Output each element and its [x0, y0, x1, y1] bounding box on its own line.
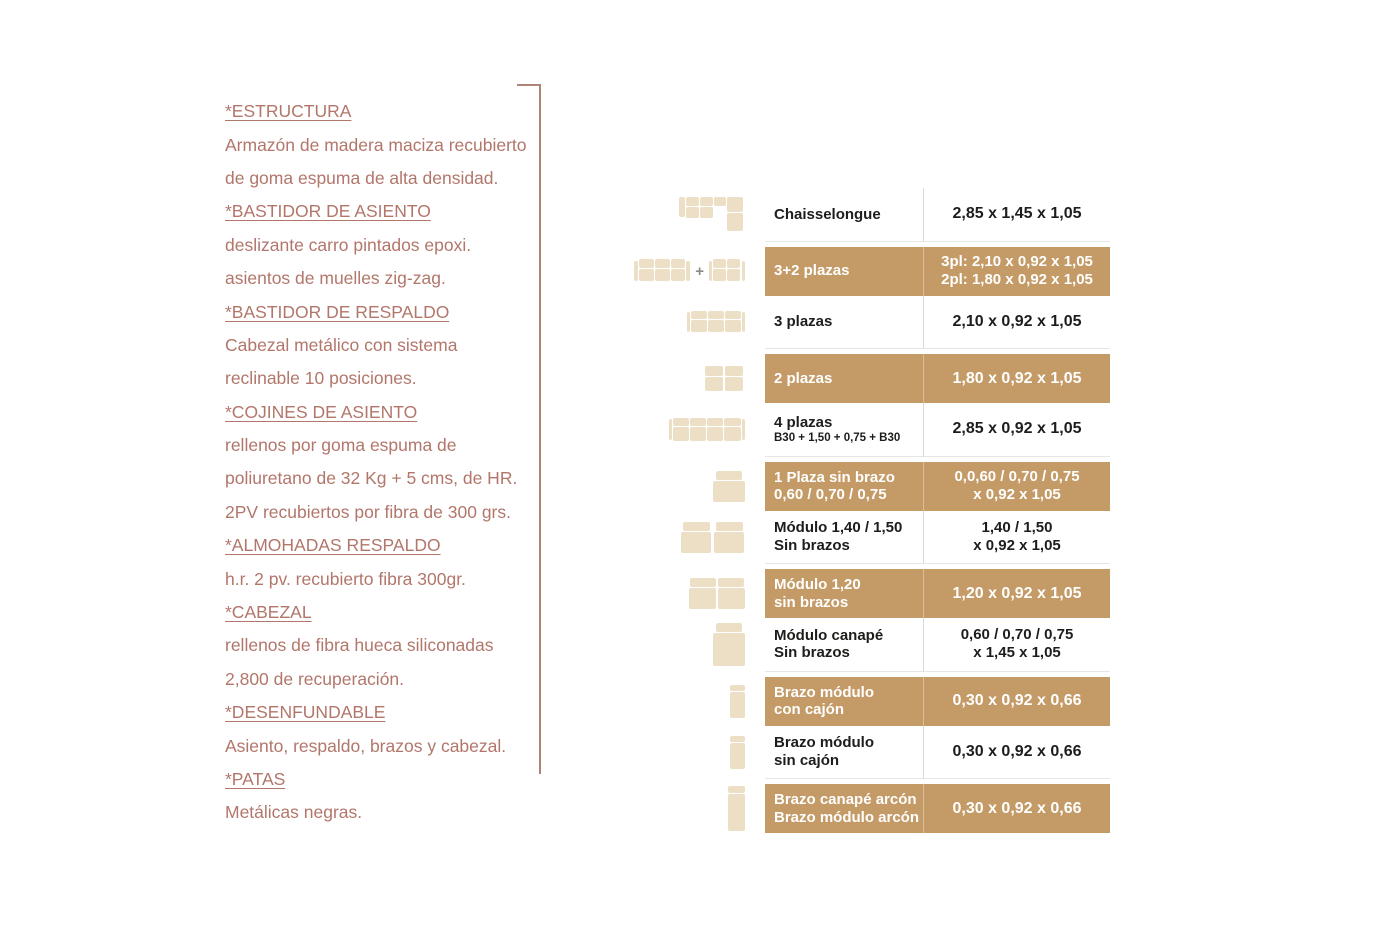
description-text: 1 Plaza sin brazo [774, 468, 895, 486]
medidas-text: 3pl: 2,10 x 0,92 x 1,05 [941, 253, 1093, 271]
description-text: Sin brazos [774, 644, 850, 662]
medidas-text: 1,20 x 0,92 x 1,05 [952, 584, 1082, 602]
row-icon-cell [600, 188, 765, 242]
spec-text-line: 2PV recubiertos por fibra de 300 grs. [225, 501, 511, 522]
table-row [600, 564, 1110, 618]
row-icon-cell [600, 677, 765, 726]
description-cell [765, 569, 923, 618]
bracket-divider-vertical [539, 84, 541, 774]
table-row [600, 618, 1110, 672]
medidas-cell [923, 726, 1110, 780]
canape-sofa-icon [713, 623, 745, 666]
row-icon-cell [600, 784, 765, 833]
medidas-cell [923, 677, 1110, 726]
dimensions-table [600, 142, 1110, 833]
sofa2-sofa-icon [703, 366, 745, 392]
spec-text-line: Cabezal metálico con sistema [225, 334, 458, 355]
description-text: Brazo módulo [774, 734, 874, 752]
medidas-cell [923, 569, 1110, 618]
spec-heading: *CABEZAL [225, 602, 312, 623]
spec-heading: *DESENFUNDABLE [225, 702, 386, 723]
sofa2m-sofa-icon [709, 259, 745, 283]
arm-sofa-icon [730, 736, 745, 769]
medidas-cell [923, 403, 1110, 457]
table-row [600, 457, 1110, 511]
spec-text-line: rellenos de fibra hueca siliconadas [225, 635, 494, 656]
medidas-cell [923, 247, 1110, 296]
description-text: 4 plazas [774, 413, 833, 431]
medidas-cell [923, 618, 1110, 672]
spec-text-line: Metálicas negras. [225, 802, 363, 823]
description-text: Sin brazos [774, 536, 850, 554]
spec-text-line: poliuretano de 32 Kg + 5 cms, de HR. [225, 468, 518, 489]
description-cell [765, 296, 923, 350]
spec-text-line: rellenos por goma espuma de [225, 435, 457, 456]
row-icon-cell [600, 247, 765, 296]
table-row [600, 296, 1110, 350]
sofa3-sofa-icon [687, 311, 745, 333]
table-row [600, 511, 1110, 565]
description-cell [765, 618, 923, 672]
medidas-text: 2,10 x 0,92 x 1,05 [952, 312, 1082, 330]
row-icon-cell [600, 462, 765, 511]
description-cell [765, 247, 923, 296]
arm-sofa-icon [730, 685, 745, 718]
table-row [600, 726, 1110, 780]
spec-heading: *BASTIDOR DE ASIENTO [225, 201, 431, 222]
description-cell [765, 403, 923, 457]
description-text: Módulo 1,20 [774, 576, 861, 594]
table-row [600, 672, 1110, 726]
description-text: 2 plazas [774, 369, 833, 387]
spec-heading: *ALMOHADAS RESPALDO [225, 535, 441, 556]
spec-text-line: asientos de muelles zig-zag. [225, 268, 446, 289]
sofa4-sofa-icon [669, 418, 745, 442]
row-icon-cell [600, 354, 765, 403]
description-text: Chaisselongue [774, 205, 881, 223]
description-text: Módulo canapé [774, 626, 884, 644]
table-row [600, 242, 1110, 296]
medidas-text: x 1,45 x 1,05 [973, 644, 1061, 662]
description-text: Brazo módulo [774, 683, 874, 701]
medidas-text: 0,30 x 0,92 x 0,66 [952, 742, 1082, 760]
module1-sofa-icon [713, 471, 745, 502]
medidas-text: 2pl: 1,80 x 0,92 x 1,05 [941, 271, 1093, 289]
row-icon-cell [600, 569, 765, 618]
spec-text-line: deslizante carro pintados epoxi. [225, 234, 472, 255]
medidas-cell [923, 296, 1110, 350]
description-cell [765, 354, 923, 403]
bracket-divider-top [517, 84, 541, 86]
description-cell [765, 726, 923, 780]
modules2-sofa-icon [681, 522, 745, 553]
column-header-descripcion: DESCRIPCIÓN [794, 157, 894, 173]
medidas-cell [923, 511, 1110, 565]
medidas-cell [923, 462, 1110, 511]
spec-text-line: Asiento, respaldo, brazos y cabezal. [225, 735, 507, 756]
icon-column-spacer [600, 142, 765, 188]
medidas-text: 2,85 x 1,45 x 1,05 [952, 205, 1082, 223]
row-icon-cell [600, 511, 765, 565]
description-text: sin brazos [774, 593, 849, 611]
spec-heading: *PATAS [225, 769, 286, 789]
row-icon-cell [600, 403, 765, 457]
medidas-text: 1,80 x 0,92 x 1,05 [952, 369, 1082, 387]
description-text: 3 plazas [774, 313, 833, 331]
medidas-subtitle: ANCHO X FONDO X ALTO [944, 169, 1089, 181]
spec-text-panel [225, 95, 555, 830]
description-text: B30 + 1,50 + 0,75 + B30 [774, 432, 901, 445]
table-header-row [600, 142, 1110, 188]
column-header-medidas [923, 142, 1110, 188]
medidas-text: 0,60 / 0,70 / 0,75 [960, 626, 1074, 644]
row-icon-cell [600, 726, 765, 780]
row-icon-cell [600, 296, 765, 350]
arm_tall-sofa-icon [728, 786, 745, 831]
table-row [600, 779, 1110, 833]
description-cell [765, 462, 923, 511]
description-text: 0,60 / 0,70 / 0,75 [774, 486, 887, 504]
spec-text-line: 2,800 de recuperación. [225, 668, 405, 689]
description-cell [765, 511, 923, 565]
spec-text-line: h.r. 2 pv. recubierto fibra 300gr. [225, 568, 466, 589]
spec-text-line: Armazón de madera maciza recubierto [225, 134, 527, 155]
medidas-text: x 0,92 x 1,05 [973, 536, 1061, 554]
description-cell [765, 784, 923, 833]
spec-text-line: reclinable 10 posiciones. [225, 368, 417, 389]
sofa3m-sofa-icon [634, 259, 690, 283]
description-text: con cajón [774, 701, 845, 719]
plus-sign: + [695, 262, 704, 280]
modules2b-sofa-icon [689, 578, 745, 609]
spec-heading: *COJINES DE ASIENTO [225, 401, 418, 422]
table-row [600, 349, 1110, 403]
spec-heading: *ESTRUCTURA [225, 101, 352, 122]
spec-text-line: de goma espuma de alta densidad. [225, 167, 499, 188]
table-row [600, 403, 1110, 457]
medidas-title: MEDIDAS [974, 149, 1059, 167]
description-cell [765, 188, 923, 242]
description-text: Módulo 1,40 / 1,50 [774, 519, 903, 537]
medidas-cell [923, 188, 1110, 242]
medidas-text: 0,30 x 0,92 x 0,66 [952, 799, 1082, 817]
medidas-cell [923, 354, 1110, 403]
description-text: Brazo módulo arcón [774, 808, 920, 826]
medidas-text: x 0,92 x 1,05 [973, 486, 1061, 504]
medidas-text: 0,0,60 / 0,70 / 0,75 [954, 468, 1080, 486]
description-text: 3+2 plazas [774, 262, 850, 280]
medidas-text: 1,40 / 1,50 [981, 518, 1053, 536]
medidas-text: 0,30 x 0,92 x 0,66 [952, 692, 1082, 710]
description-text: sin cajón [774, 751, 840, 769]
spec-heading: *BASTIDOR DE RESPALDO [225, 301, 450, 322]
medidas-text: 2,85 x 0,92 x 1,05 [952, 420, 1082, 438]
medidas-cell [923, 784, 1110, 833]
description-text: Brazo canapé arcón [774, 791, 917, 809]
description-cell [765, 677, 923, 726]
table-row [600, 188, 1110, 242]
row-icon-cell [600, 618, 765, 672]
chaise-sofa-icon [679, 197, 745, 233]
